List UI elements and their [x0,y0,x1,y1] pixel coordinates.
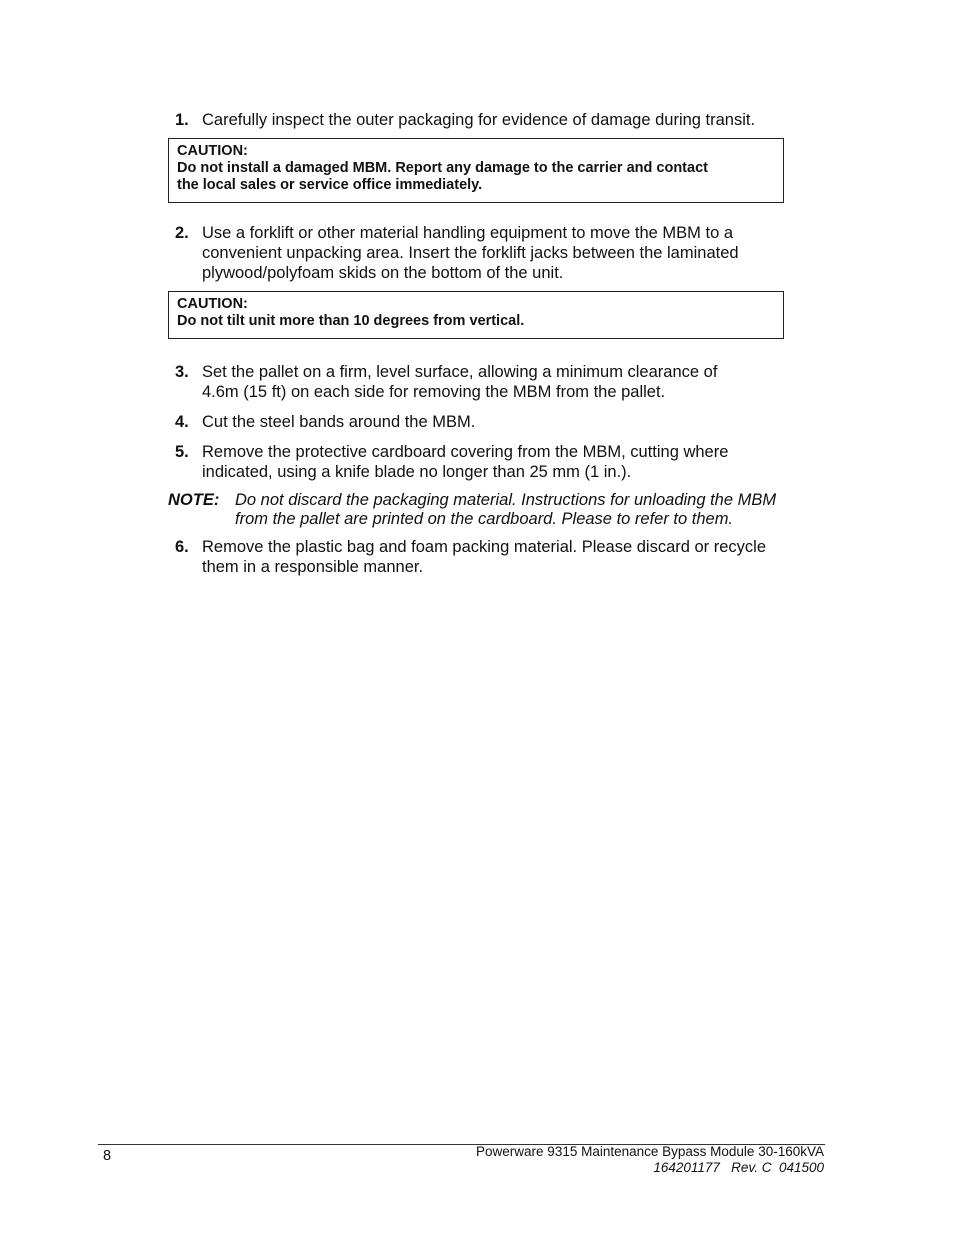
step-number: 3. [175,363,189,381]
caution-title: CAUTION: [177,143,248,159]
step-6 [175,537,815,577]
step-text: Remove the plastic bag and foam packing material. Please discard or recycle them in a responsible manner. [202,538,767,576]
step-number: 6. [175,538,189,556]
caution-line: Do not tilt unit more than 10 degrees from vertical. [177,313,525,329]
step-1 [175,110,815,130]
step-number: 4. [175,413,189,431]
caution-line: the local sales or service office immediately. [177,177,483,193]
step-text: Cut the steel bands around the MBM. [202,413,476,431]
document-id: 164201177 Rev. C 041500 [653,1160,824,1175]
page-number: 8 [103,1148,112,1164]
step-number: 5. [175,443,189,461]
note-text: Do not discard the packaging material. Instructions for unloading the MBM from the pallet are printed on the cardboard. Please to refer to them. [235,491,777,528]
step-number: 2. [175,224,189,242]
step-text: Use a forklift or other material handling equipment to move the MBM to a convenient unpacking area. Insert the forklift jacks between the laminated plywood/polyfoam skids on the bottom of the unit. [202,224,739,282]
step-2 [175,223,815,283]
caution-box-tilt [168,291,784,339]
footer-info [476,1144,824,1176]
caution-line: Do not install a damaged MBM. Report any damage to the carrier and contact [177,160,708,176]
step-text: Carefully inspect the outer packaging for evidence of damage during transit. [202,111,756,129]
step-number: 1. [175,111,189,129]
caution-box-damage [168,138,784,203]
step-4 [175,412,815,432]
note [168,491,818,529]
step-text: Set the pallet on a firm, level surface, allowing a minimum clearance of 4.6m (15 ft) on each side for removing the MBM from the pallet. [202,363,718,401]
document-title: Powerware 9315 Maintenance Bypass Module 30-160kVA [476,1144,824,1159]
step-5 [175,442,815,482]
caution-title: CAUTION: [177,296,248,312]
step-3 [175,362,815,402]
note-label: NOTE: [168,491,220,509]
step-text: Remove the protective cardboard covering from the MBM, cutting where indicated, using a knife blade no longer than 25 mm (1 in.). [202,443,729,481]
